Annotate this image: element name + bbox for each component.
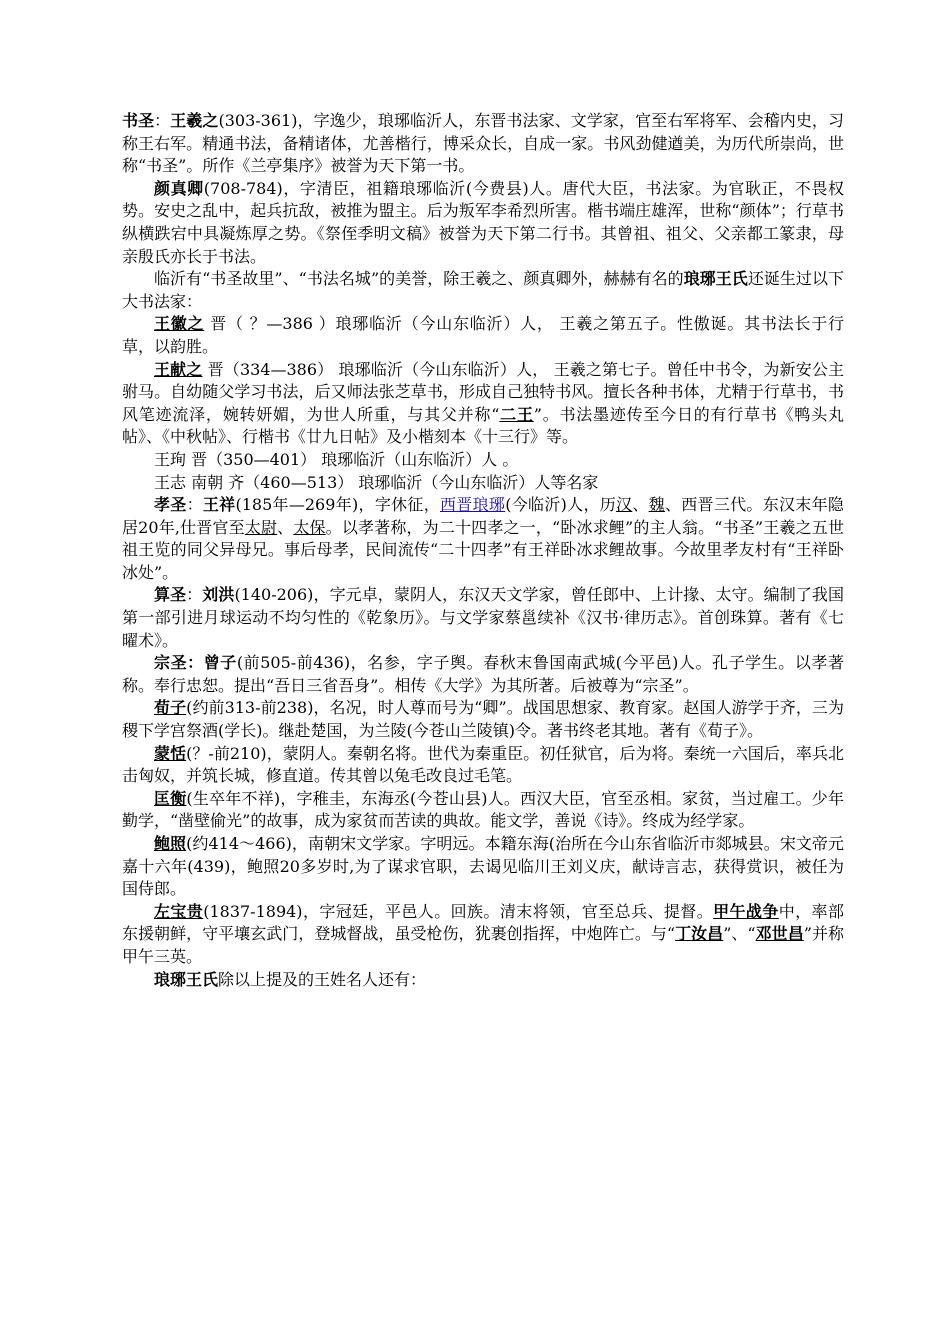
paragraph <box>122 472 844 495</box>
document-body <box>122 110 844 991</box>
paragraph <box>122 359 844 449</box>
text-run: (约414～466)，南朝宋文学家。字明远。本籍东海(治所在今山东省临沂市郯城县。宋文帝元嘉十六年(439)，鲍照20多岁时,为了谋求官职，去谒见临川王刘义庆，献诗言志，获得赏识，被任为国侍郎。 <box>122 834 844 899</box>
text-run: 中，率部东援朝鲜，守平壤玄武门，登城督战，虽受枪伤，犹裹创指挥，中炮阵亡。与“ <box>122 901 844 944</box>
linked-name[interactable]: 邓世昌 <box>755 924 804 944</box>
bold-term: 孝圣 <box>154 495 187 515</box>
bold-term: 宗圣 <box>154 653 188 673</box>
paragraph <box>122 494 844 584</box>
text-run: (140-206)，字元卓，蒙阴人，东汉天文学家，曾任郎中、上计掾、太守。编制了我国第一部引进月球运动不均匀性的《乾象历》。与文学家蔡邕续补《汉书·律历志》。首创珠算。著有《七曜术》。 <box>122 585 844 650</box>
paragraph <box>122 313 844 358</box>
linked-term[interactable]: 魏 <box>648 495 665 515</box>
paragraph <box>122 110 844 178</box>
bold-term: 刘洪 <box>202 585 235 605</box>
text-run: (303-361)，字逸少，琅琊临沂人，东晋书法家、文学家，官至右军将军、会稽内史，习称王右军。精通书法，备精诸体，尤善楷行，博采众长，自成一家。书风劲健遒美，为历代所崇尚，世称“书圣”。所作《兰亭集序》被誉为天下第一书。 <box>122 111 844 176</box>
text-run: 晋（334—386） 琅琊临沂（今山东临沂）人， 王羲之第七子。曾任中书令，为新安公主驸马。自幼随父学习书法，后又师法张芝草书，形成自己独特书风。擅长各种书体，尤精于行草书，书风笔迹流泽，婉转妍媚，为世人所重，与其父并称“ <box>122 359 844 424</box>
text-run: ： <box>154 111 171 130</box>
bold-term: 书圣 <box>122 111 155 130</box>
linked-name[interactable]: 匡衡 <box>154 788 187 808</box>
text-run: 、西晋三代。东汉末年隐居20年,仕晋官至 <box>122 495 844 537</box>
text-run: (今临沂)人，历 <box>505 495 617 515</box>
paragraph <box>122 833 844 901</box>
text-run: 、 <box>632 495 649 515</box>
paragraph <box>122 268 844 313</box>
linked-term[interactable]: 太尉 <box>244 517 278 537</box>
bold-term: 算圣 <box>154 585 187 605</box>
text-run: ”并称甲午三英。 <box>122 924 844 966</box>
bold-term: 琅琊王氏 <box>154 969 219 989</box>
text-run: 王志 南朝 齐（460—513） 琅琊临沂（今山东临沂）人等名家 <box>154 472 599 492</box>
linked-term[interactable]: 汉 <box>616 495 633 515</box>
text-run: 王珣 晋（350—401） 琅琊临沂（山东临沂）人 。 <box>154 449 519 469</box>
bold-term: ：曾子 <box>187 653 237 673</box>
paragraph <box>122 788 844 833</box>
linked-name[interactable]: 荀子 <box>154 698 187 718</box>
text-run: 。以孝著称，为二十四孝之一，“卧冰求鲤”的主人翁。“书圣”王羲之五世祖王览的同父异母兄。事后母孝，民间流传“二十四孝”有王祥卧冰求鲤故事。今故里孝友村有“王祥卧冰处”。 <box>122 517 844 582</box>
linked-name[interactable]: 甲午战争 <box>713 901 779 921</box>
paragraph <box>122 449 844 472</box>
text-run: 还诞生过以下大书法家： <box>122 269 844 311</box>
paragraph <box>122 178 844 268</box>
text-run: (前505-前436)，名参，字子舆。春秋末鲁国南武城(今平邑)人。孔子学生。以孝著称。奉行忠恕。提出“吾日三省吾身”。相传《大学》为其所著。后被尊为“宗圣”。 <box>122 653 844 695</box>
text-run: (708-784)，字清臣，祖籍琅琊临沂(今费县)人。唐代大臣，书法家。为官耿正，不畏权势。安史之乱中，起兵抗敌，被推为盟主。后为叛军李希烈所害。楷书端庄雄浑，世称“颜体”；行草书纵横跌宕中具凝炼厚之势。《祭侄季明文稿》被誉为天下第二行书。其曾祖、祖父、父亲都工篆隶，母亲殷氏亦长于书法。 <box>122 178 844 266</box>
text-run: 、 <box>277 517 294 537</box>
bold-term: 王祥 <box>202 495 236 515</box>
paragraph <box>122 652 844 697</box>
text-run: 除以上提及的王姓名人还有： <box>218 969 427 989</box>
linked-name[interactable]: 二王 <box>499 404 534 424</box>
linked-name[interactable]: 王徽之 <box>154 314 205 334</box>
bold-term: 王羲之 <box>170 111 219 130</box>
linked-term[interactable]: 太保 <box>293 517 326 537</box>
text-run: ”。书法墨迹传至今日的有行草书《鸭头丸帖》、《中秋帖》、行楷书《廿九日帖》及小楷刻本《十三行》等。 <box>122 404 844 447</box>
text-run: (1837-1894)，字冠廷，平邑人。回族。清末将领，官至总兵、提督。 <box>203 901 714 921</box>
text-run: ”、“ <box>723 924 756 944</box>
paragraph <box>122 969 844 992</box>
bold-term: 琅琊王氏 <box>683 269 748 289</box>
paragraph <box>122 697 844 742</box>
text-run: (生卒年不祥)，字稚圭，东海丞(今苍山县)人。西汉大臣，官至丞相。家贫，当过雇工。少年勤学，“凿壁偷光”的故事，成为家贫而苦读的典故。能文学，善说《诗》。终成为经学家。 <box>122 788 844 831</box>
text-run: ： <box>186 495 203 515</box>
linked-name[interactable]: 左宝贵 <box>154 901 204 921</box>
linked-name[interactable]: 王献之 <box>154 359 203 379</box>
bold-term: 颜真卿 <box>154 178 204 198</box>
linked-name[interactable]: 丁汝昌 <box>675 924 724 944</box>
linked-name[interactable]: 鲍照 <box>154 834 187 853</box>
linked-name[interactable]: 蒙恬 <box>154 743 187 763</box>
link[interactable]: 西晋琅琊 <box>440 495 506 515</box>
paragraph <box>122 584 844 652</box>
paragraph <box>122 743 844 788</box>
text-run: ： <box>186 585 203 605</box>
text-run: 临沂有“书圣故里”、“书法名城”的美誉，除王羲之、颜真卿外，赫赫有名的 <box>154 269 684 289</box>
text-run: (？-前210)，蒙阴人。秦朝名将。世代为秦重臣。初任狱官，后为将。秦统一六国后，率兵北击匈奴，并筑长城，修直道。传其曾以兔毛改良过毛笔。 <box>122 743 844 786</box>
text-run: (约前313-前238)，名况，时人尊而号为“卿”。战国思想家、教育家。赵国人游学于齐，三为稷下学宫祭酒(学长)。继赴楚国，为兰陵(今苍山兰陵镇)令。著书终老其地。著有《荀子》。 <box>122 698 844 741</box>
text-run: (185年—269年)，字休征， <box>235 495 440 515</box>
paragraph <box>122 901 844 969</box>
text-run: 晋（ ？—386 ）琅琊临沂（今山东临沂）人， 王羲之第五子。性傲诞。其书法长于行草，以韵胜。 <box>122 314 844 356</box>
